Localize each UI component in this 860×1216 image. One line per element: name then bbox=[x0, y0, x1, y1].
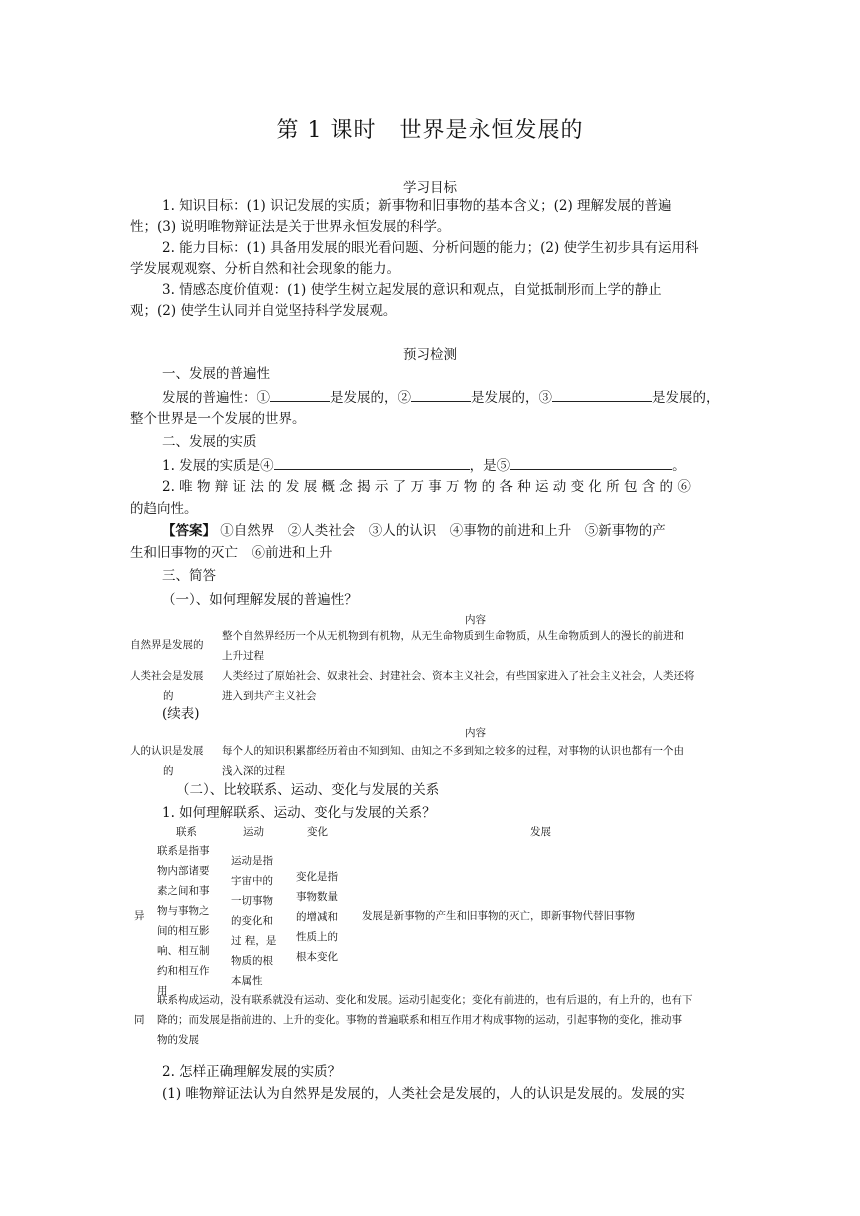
table3-same-line-1: 联系构成运动，没有联系就没有运动、变化和发展。运动引起变化；变化有前进的，也有后退的，有上升的，也有下 bbox=[157, 994, 693, 1006]
table1-row1-content-2: 上升过程 bbox=[222, 650, 264, 662]
table3-develop-cell: 发展是新事物的产生和旧事物的灭亡，即新事物代替旧事物 bbox=[362, 910, 635, 922]
table3-link-cell bbox=[157, 841, 227, 1001]
table3-same-label: 同 bbox=[134, 1014, 145, 1026]
link-line: 物内部诸要 bbox=[157, 865, 210, 877]
objective-1-line-1: 1. 知识目标：(1) 识记发展的实质；新事物和旧事物的基本含义；(2) 理解发展的普遍 bbox=[162, 198, 672, 214]
table1-header-content: 内容 bbox=[465, 614, 486, 626]
blank-2[interactable] bbox=[411, 387, 471, 402]
essence-q1-text-b: ，是⑤ bbox=[469, 458, 511, 474]
table3-diff-label: 异 bbox=[134, 910, 145, 922]
universality-line-2: 整个世界是一个发展的世界。 bbox=[130, 411, 306, 427]
motion-line: 过 程，是 bbox=[231, 935, 277, 947]
link-line: 物与事物之 bbox=[157, 905, 210, 917]
objective-2-line-2: 学发展观观察、分析自然和社会现象的能力。 bbox=[130, 261, 400, 277]
continued-label: (续表) bbox=[162, 706, 200, 722]
link-line: 响、相互制 bbox=[157, 945, 210, 957]
table3-header-motion: 运动 bbox=[243, 826, 264, 838]
motion-line: 一切事物 bbox=[231, 895, 273, 907]
universality-text-b: 是发展的，② bbox=[330, 390, 411, 406]
link-line: 间的相互影 bbox=[157, 925, 210, 937]
universality-text-a: 发展的普遍性：① bbox=[162, 390, 270, 406]
motion-line: 物质的根 bbox=[231, 955, 273, 967]
table3-header-change: 变化 bbox=[307, 826, 328, 838]
table2-row1-label-1: 人的认识是发展 bbox=[130, 745, 204, 757]
universality-text-d: 是发展的， bbox=[652, 390, 720, 406]
link-line: 用 bbox=[157, 985, 168, 997]
objective-3-line-1: 3. 情感态度价值观：(1) 使学生树立起发展的意识和观点，自觉抵制形而上学的静止 bbox=[162, 282, 662, 298]
blank-5[interactable] bbox=[510, 455, 672, 470]
objective-3-line-2: 观；(2) 使学生认同并自觉坚持科学发展观。 bbox=[130, 303, 397, 319]
universality-line bbox=[162, 387, 720, 409]
motion-line: 本属性 bbox=[231, 975, 263, 987]
subsection-comparison: （二）、比较联系、运动、变化与发展的关系 bbox=[176, 782, 440, 798]
blank-1[interactable] bbox=[270, 387, 330, 402]
table2-row1-label-2: 的 bbox=[163, 765, 174, 777]
page-title: 第 1 课时 世界是永恒发展的 bbox=[276, 118, 584, 143]
motion-line: 宇宙中的 bbox=[231, 875, 273, 887]
table1-row2-content-2: 进入到共产主义社会 bbox=[222, 690, 317, 702]
objective-1-line-2: 性；(3) 说明唯物辩证法是关于世界永恒发展的科学。 bbox=[130, 219, 451, 235]
motion-line: 的变化和 bbox=[231, 915, 273, 927]
preview-heading: 预习检测 bbox=[403, 347, 457, 363]
section-essence: 二、发展的实质 bbox=[162, 434, 257, 450]
link-line: 约和相互作 bbox=[157, 965, 210, 977]
blank-4[interactable] bbox=[274, 455, 470, 470]
universality-text-c: 是发展的，③ bbox=[471, 390, 552, 406]
subsection-universality: （一）、如何理解发展的普遍性？ bbox=[162, 592, 358, 608]
table3-header-develop: 发展 bbox=[530, 826, 551, 838]
table1-row1-content-1: 整个自然界经历一个从无机物到有机物，从无生命物质到生命物质，从生命物质到人的漫长的前进和 bbox=[222, 630, 684, 642]
table1-row2-label-1: 人类社会是发展 bbox=[130, 670, 204, 682]
essence-question-2-line-2: 的趋向性。 bbox=[130, 501, 198, 517]
section-short-answer: 三、简答 bbox=[162, 568, 216, 584]
answer-text-1: ①自然界 ②人类社会 ③人的认识 ④事物的前进和上升 ⑤新事物的产 bbox=[220, 523, 666, 539]
change-line: 性质上的 bbox=[296, 931, 338, 943]
essence-answer-line-1: (1) 唯物辩证法认为自然界是发展的，人类社会是发展的，人的认识是发展的。发展的实 bbox=[162, 1086, 685, 1102]
table3-same-line-3: 物的发展 bbox=[157, 1034, 199, 1046]
link-line: 联系是指事 bbox=[157, 845, 210, 857]
change-line: 变化是指 bbox=[296, 871, 338, 883]
essence-q1-text-a: 1. 发展的实质是④ bbox=[162, 458, 274, 474]
blank-3[interactable] bbox=[552, 387, 652, 402]
table1-row2-content-1: 人类经过了原始社会、奴隶社会、封建社会、资本主义社会，有些国家进入了社会主义社会，人类还将 bbox=[222, 670, 695, 682]
essence-question-1 bbox=[162, 455, 686, 477]
table3-change-cell bbox=[296, 867, 356, 967]
answer-line-2: 生和旧事物的灭亡 ⑥前进和上升 bbox=[130, 545, 333, 561]
essence-q1-text-c: 。 bbox=[672, 458, 686, 474]
table2-header-content: 内容 bbox=[465, 727, 486, 739]
motion-line: 运动是指 bbox=[231, 855, 273, 867]
objective-2-line-1: 2. 能力目标：(1) 具备用发展的眼光看问题、分析问题的能力；(2) 使学生初步具有运用科 bbox=[162, 240, 699, 256]
answer-key-label: 【答案】 bbox=[162, 523, 216, 539]
table3-same-line-2: 降的；而发展是指前进的、上升的变化。事物的普遍联系和相互作用才构成事物的运动，引起事物的变化，推动事 bbox=[157, 1014, 682, 1026]
answer-line-1 bbox=[162, 521, 666, 542]
section-universality: 一、发展的普遍性 bbox=[162, 366, 270, 382]
table3-motion-cell bbox=[231, 851, 291, 991]
link-line: 素之间和事 bbox=[157, 885, 210, 897]
relation-question: 1. 如何理解联系、运动、变化与发展的关系？ bbox=[162, 805, 436, 821]
table3-header-link: 联系 bbox=[176, 826, 197, 838]
change-line: 根本变化 bbox=[296, 951, 338, 963]
table1-row2-label-2: 的 bbox=[163, 690, 174, 702]
objectives-heading: 学习目标 bbox=[403, 180, 457, 196]
essence-question-2-line-1: 2. 唯 物 辩 证 法 的 发 展 概 念 揭 示 了 万 事 万 物 的 各 种 运 动 变 化 所 包 含 的 ⑥ bbox=[162, 479, 691, 495]
change-line: 事物数量 bbox=[296, 891, 338, 903]
table1-row1-label: 自然界是发展的 bbox=[130, 639, 204, 651]
table2-row1-content-1: 每个人的知识积累都经历着由不知到知、由知之不多到知之较多的过程，对事物的认识也都有一个由 bbox=[222, 745, 684, 757]
table2-row1-content-2: 浅入深的过程 bbox=[222, 765, 285, 777]
essence-question: 2. 怎样正确理解发展的实质？ bbox=[162, 1064, 342, 1080]
change-line: 的增减和 bbox=[296, 911, 338, 923]
